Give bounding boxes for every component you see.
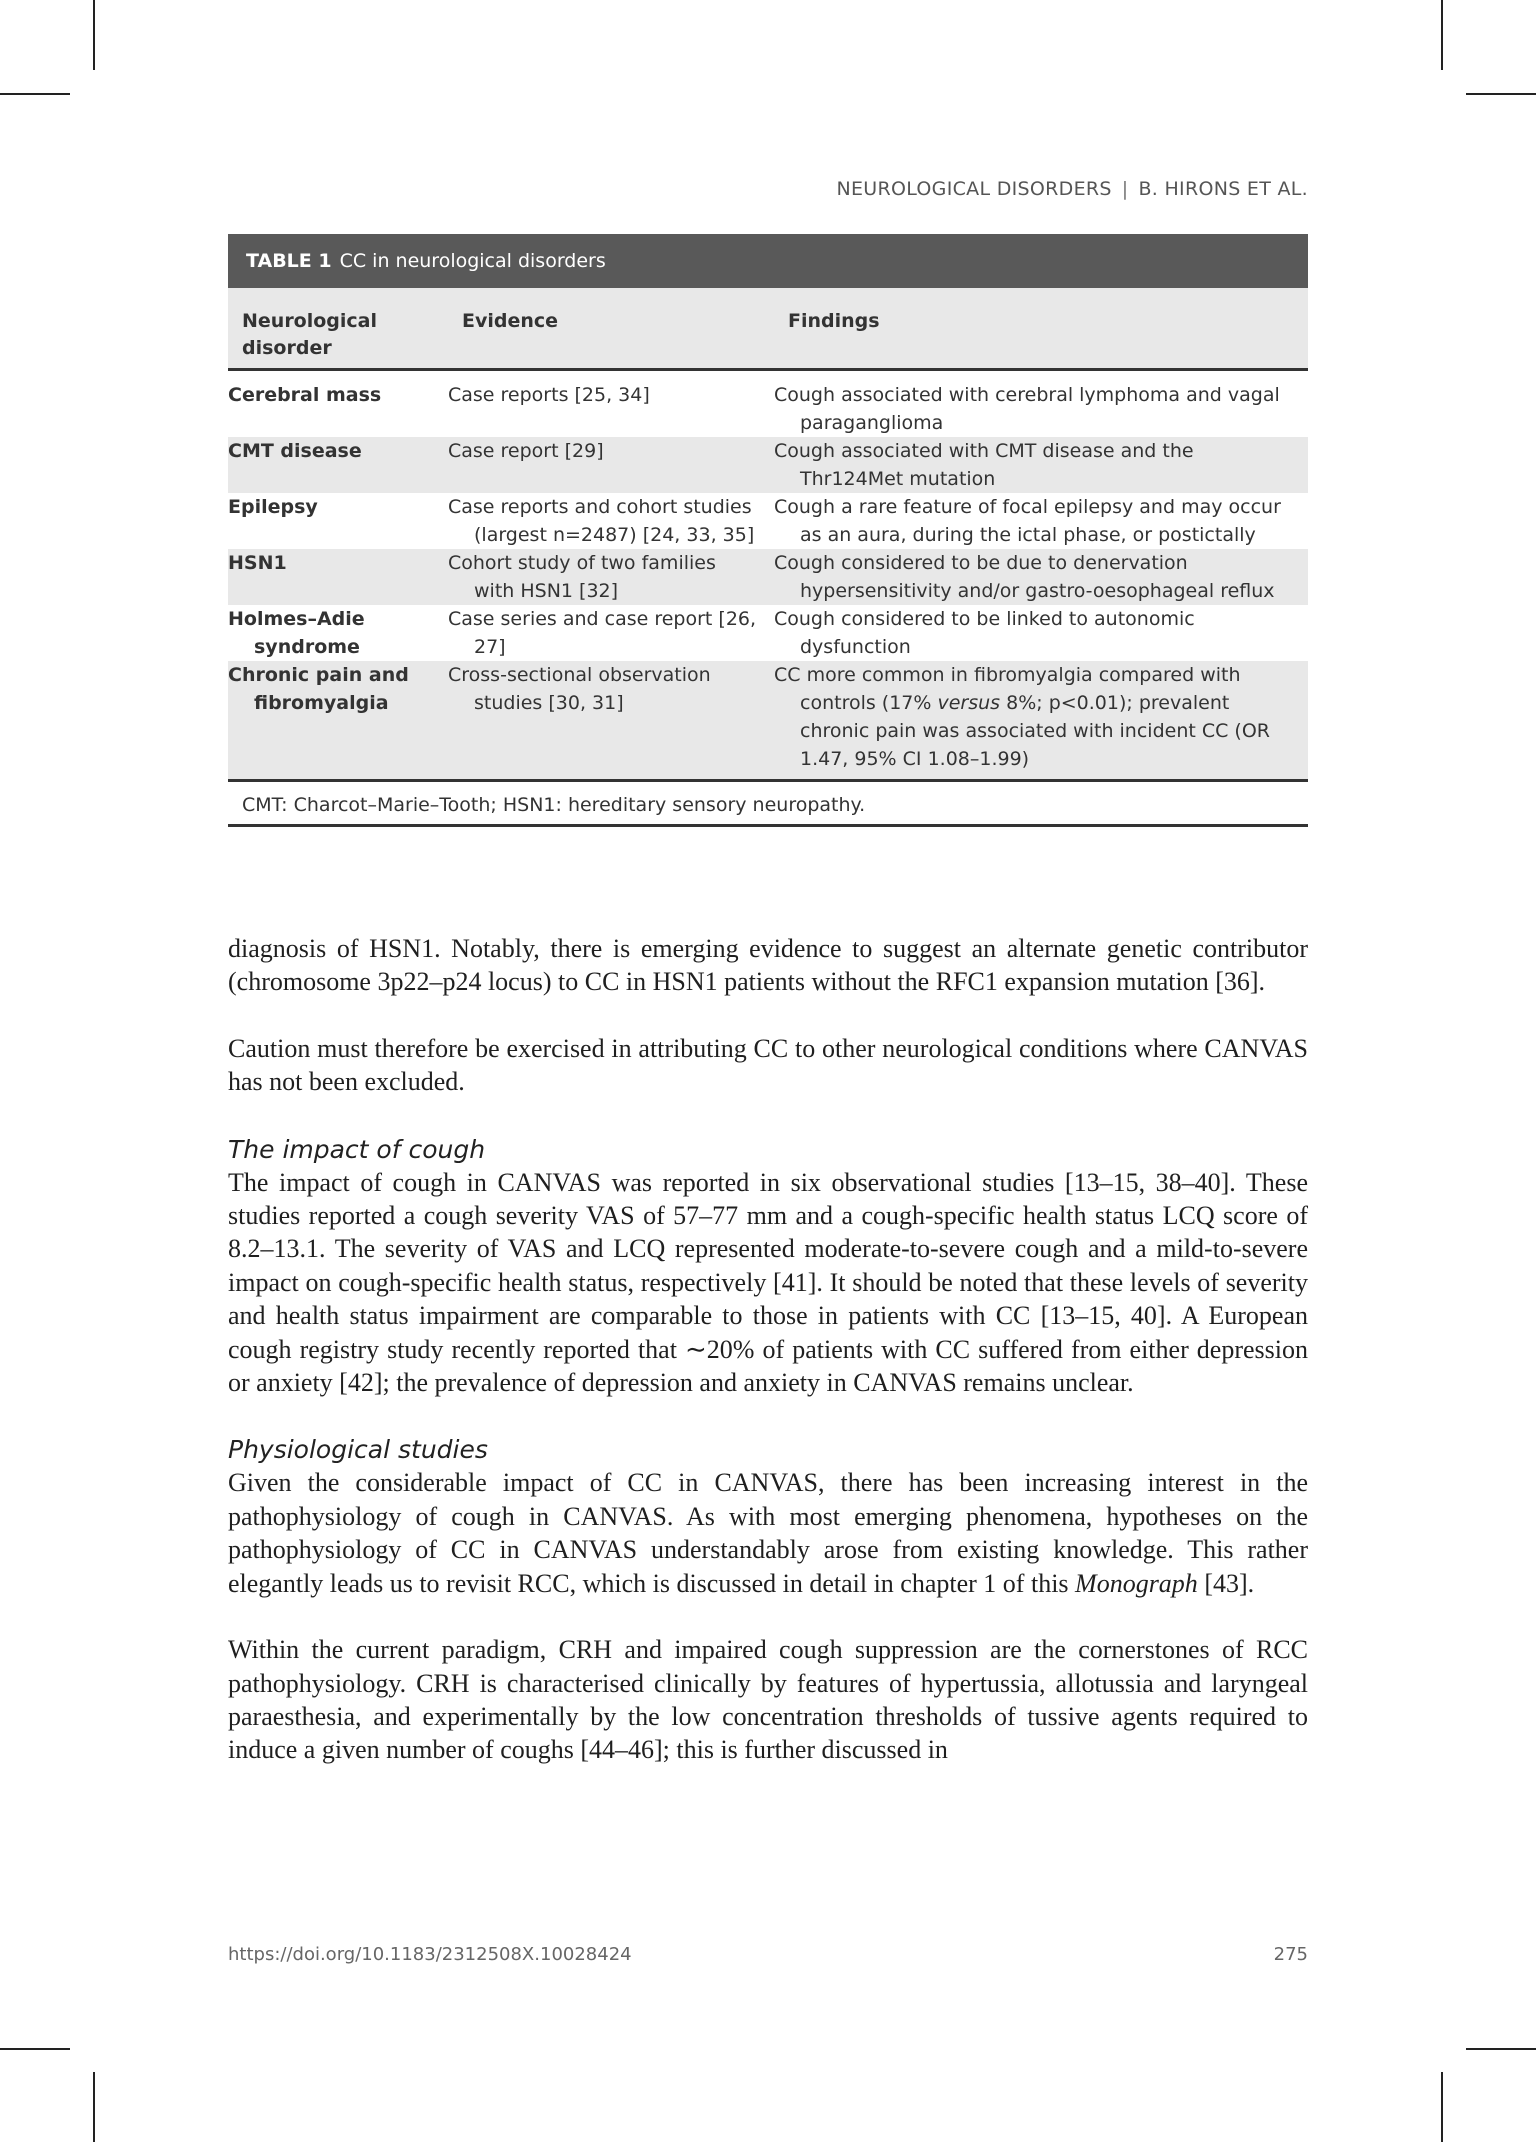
crop-mark [1466,93,1536,95]
cell-evidence: Case reports and cohort studies (largest n=2487) [24, 33, 35] [448,496,755,546]
paragraph-text: Given the considerable impact of CC in CANVAS, there has been increasing interest in the pathophysiology of cough in CANVAS. As with most emerging phenomena, hypotheses on the pathophysiology of CC in CANVAS understandably arose from existing knowledge. This rather elegantly leads us to revisit RCC, which is discussed in detail in chapter 1 of this [228,1468,1308,1598]
cell-evidence: Cohort study of two families with HSN1 [32] [448,549,774,605]
crop-mark [1466,2048,1536,2050]
table-row [228,437,1308,493]
crop-mark [0,93,70,95]
cell-disorder: Epilepsy [228,496,318,518]
cell-disorder: Holmes–Adie syndrome [228,608,365,658]
cell-disorder: HSN1 [228,549,448,605]
table-row [228,549,1308,605]
findings-text: 8%; p<0.01); prevalent chronic pain was associated with incident CC (OR 1.47, 95% CI 1.08–1.99) [800,692,1270,770]
table-row [228,605,1308,661]
crop-mark [93,2072,95,2142]
table-footnote: CMT: Charcot–Marie–Tooth; HSN1: hereditary sensory neuropathy. [228,782,1308,827]
cell-evidence: Case reports [25, 34] [448,384,650,406]
running-header [836,178,1308,200]
table-1 [228,234,1308,827]
author-line: B. HIRONS ET AL. [1138,178,1308,200]
cell-findings: Cough considered to be linked to autonomic dysfunction [774,608,1195,658]
paragraph: diagnosis of HSN1. Notably, there is emerging evidence to suggest an alternate genetic contributor (chromosome 3p22–p24 locus) to CC in HSN1 patients without the RFC1 expansion mutation [36]. [228,934,1308,997]
cell-findings: Cough associated with cerebral lymphoma and vagal paraganglioma [774,384,1280,434]
table-caption [228,234,1308,288]
crop-mark [1441,0,1443,70]
cell-findings: Cough considered to be due to denervation hypersensitivity and/or gastro-oesophageal reflux [774,549,1308,605]
paragraph: Caution must therefore be exercised in attributing CC to other neurological conditions where CANVAS has not been excluded. [228,1033,1308,1097]
cell-disorder: Chronic pain and fibromyalgia [228,661,448,781]
findings-italic: versus [937,692,1001,714]
page-number: 275 [1273,1944,1308,1965]
cell-disorder: CMT disease [228,437,448,493]
cell-findings: Cough a rare feature of focal epilepsy and may occur as an aura, during the ictal phase, or postictally [774,496,1281,546]
findings-text: CC more common in fibromyalgia compared with controls (17% [774,664,1241,714]
crop-mark [0,2048,70,2050]
cell-disorder: Cerebral mass [228,384,382,406]
table-row [228,661,1308,781]
cell-findings: Cough associated with CMT disease and the Thr124Met mutation [774,437,1308,493]
cell-evidence: Cross-sectional observation studies [30, 31] [448,661,774,781]
cell-evidence: Case series and case report [26, 27] [448,608,757,658]
column-header: Neurological disorder [228,288,448,370]
paragraph [228,1466,1308,1600]
table-row [228,493,1308,549]
doi-link[interactable]: https://doi.org/10.1183/2312508X.10028424 [228,1944,632,1965]
data-table [228,288,1308,782]
monograph-italic: Monograph [1075,1568,1198,1598]
cell-evidence: Case report [29] [448,437,774,493]
body-text [228,932,1308,1767]
header-separator: | [1121,178,1129,200]
cell-findings [774,661,1308,781]
paragraph-text: [43]. [1197,1568,1255,1598]
paragraph: The impact of cough in CANVAS was reported in six observational studies [13–15, 38–40]. These studies reported a cough severity VAS of 57–77 mm and a cough-specific health status LCQ score of 8.2–13.1. The severity of VAS and LCQ represented moderate-to-severe cough and a mild-to-severe impact on cough-specific health status, respectively [41]. It should be noted that these levels of severity and health status impairment are comparable to those in patients with CC [13–15, 40]. A European cough registry study recently reported that ∼20% of patients with CC suffered from either depression or anxiety [42]; the prevalence of depression and anxiety in CANVAS remains unclear. [228,1167,1308,1398]
column-header: Findings [774,288,1308,370]
column-header: Evidence [448,288,774,370]
section-heading: The impact of cough [228,1134,486,1164]
section-title: NEUROLOGICAL DISORDERS [836,178,1112,200]
crop-mark [93,0,95,70]
section-heading: Physiological studies [228,1435,488,1465]
paragraph: Within the current paradigm, CRH and impaired cough suppression are the cornerstones of RCC pathophysiology. CRH is characterised clinically by features of hypertussia, allotussia and laryngeal paraesthesia, and experimentally by the low concentration thresholds of tussive agents required to induce a given number of coughs [44–46]; this is further discussed in [228,1635,1308,1765]
crop-mark [1441,2072,1443,2142]
table-row [228,370,1308,438]
table-label: TABLE 1 [246,250,332,272]
table-caption-text: CC in neurological disorders [339,250,606,272]
table-header-row [228,288,1308,370]
